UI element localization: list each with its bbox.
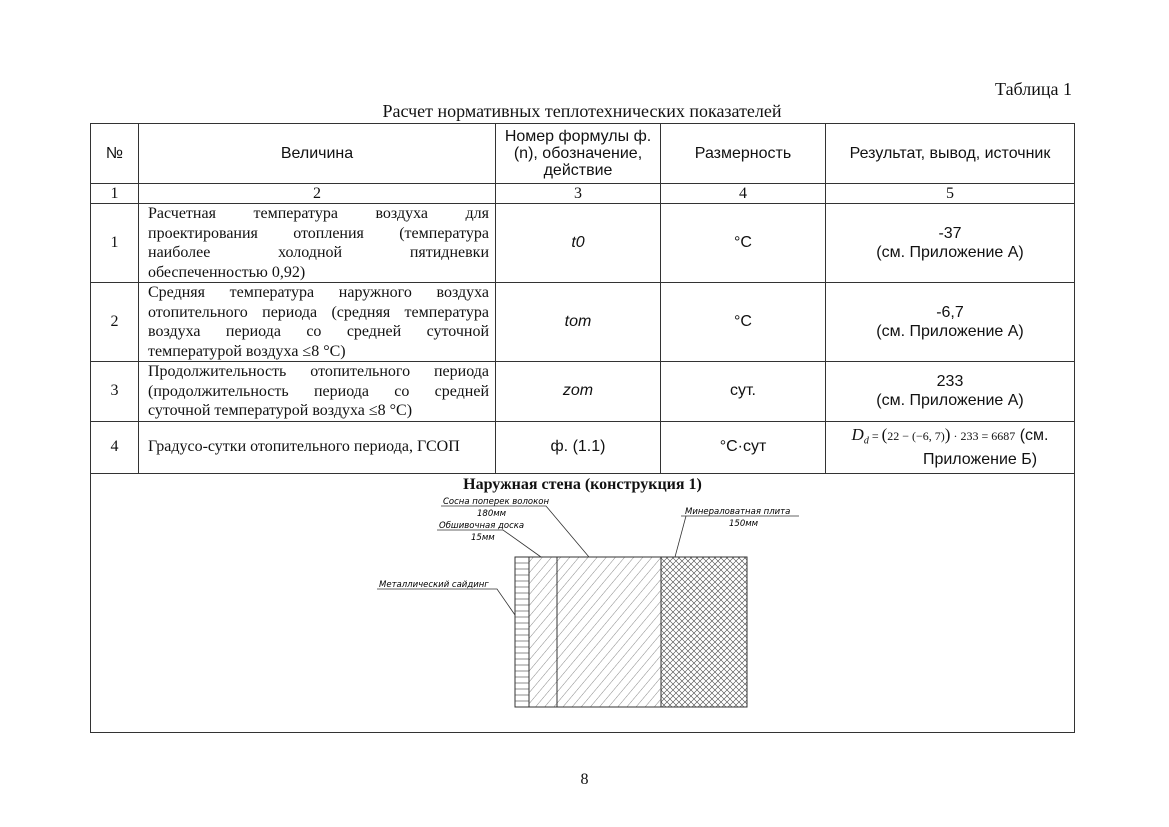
thermal-calc-table (90, 123, 1075, 733)
row-number: 1 (91, 204, 139, 283)
header-result: Результат, вывод, источник (826, 124, 1075, 184)
page-number: 8 (580, 771, 589, 788)
board-label: Обшивочная доска (439, 520, 525, 531)
row-description: Градусо-сутки отопительного периода, ГСОП (139, 421, 496, 473)
column-number: 2 (139, 184, 496, 204)
row-description-text: температурой воздуха ≤8 °C) (148, 342, 346, 360)
formula-expression: $D_d = (22 - (-6$, 7)) · 233 = 6687 (851, 424, 1016, 447)
row-number: 4 (91, 421, 139, 473)
mineral-thickness-label: 150мм (729, 518, 759, 529)
result-source-prefix: (см. (1019, 426, 1049, 444)
row-unit: °C (661, 283, 826, 362)
header-unit: Размерность (661, 124, 826, 184)
row-description-text: Расчетная температура воздуха для проектирования отопления (температура наиболее холодной пятидневки (148, 205, 489, 261)
result-source: Приложение Б) (922, 451, 1038, 469)
table-row (91, 283, 1075, 362)
table-title: Расчет нормативных теплотехнических показателей (382, 101, 782, 121)
row-symbol: zот (496, 362, 661, 422)
mineral-wool-layer (661, 557, 747, 707)
pine-layer (557, 557, 661, 707)
result-source: (см. Приложение А) (876, 244, 1024, 261)
column-number-row (91, 184, 1075, 204)
table-row (91, 204, 1075, 283)
result-formula (826, 425, 1074, 450)
column-number: 1 (91, 184, 139, 204)
row-formula-ref: ф. (1.1) (496, 421, 661, 473)
pine-label: Сосна поперек волокон (443, 496, 550, 507)
row-number: 2 (91, 283, 139, 362)
mineral-label: Минераловатная плита (685, 506, 791, 517)
row-number: 3 (91, 362, 139, 422)
siding-layer (515, 557, 529, 707)
row-description (139, 362, 496, 422)
column-number: 4 (661, 184, 826, 204)
result-source: (см. Приложение А) (876, 392, 1024, 410)
row-unit: °C (661, 204, 826, 283)
column-number: 3 (496, 184, 661, 204)
header-quantity: Величина (139, 124, 496, 184)
row-description-text: Средняя температура наружного воздуха отопительного периода (средняя температура воздуха периода со средней суточной (148, 284, 489, 340)
row-symbol: t0 (496, 204, 661, 283)
column-number: 5 (826, 184, 1075, 204)
row-result (826, 362, 1075, 422)
row-description-text: обеспеченностью 0,92) (148, 263, 306, 281)
table-row (91, 362, 1075, 422)
pine-thickness-label: 180мм (477, 508, 507, 519)
board-thickness-label: 15мм (471, 532, 495, 543)
result-value: 233 (936, 373, 964, 391)
drawing-cell (91, 473, 1075, 732)
row-result (826, 283, 1075, 362)
header-row (91, 124, 1075, 184)
row-result (826, 204, 1075, 283)
result-value: -6,7 (936, 304, 964, 321)
row-description (139, 283, 496, 362)
header-no: № (91, 124, 139, 184)
row-result (826, 421, 1075, 473)
row-symbol: tот (496, 283, 661, 362)
table-row (91, 421, 1075, 473)
result-source: (см. Приложение А) (876, 323, 1024, 340)
siding-label: Металлический сайдинг (379, 579, 489, 590)
table-label: Таблица 1 (995, 79, 1072, 99)
drawing-title: Наружная стена (конструкция 1) (463, 475, 702, 493)
drawing-row (91, 473, 1075, 732)
row-description (139, 204, 496, 283)
header-formula: Номер формулы ф. (n), обозначение, действие (496, 124, 661, 184)
row-unit: сут. (661, 362, 826, 422)
board-layer (529, 557, 557, 707)
result-value: -37 (938, 225, 962, 242)
row-unit: °C·сут (661, 421, 826, 473)
row-description-text: Продолжительность отопительного периода (продолжительность периода со средней (148, 363, 489, 400)
wall-section-drawing (91, 474, 1075, 732)
row-description-text: суточной температурой воздуха ≤8 °C) (148, 402, 413, 419)
